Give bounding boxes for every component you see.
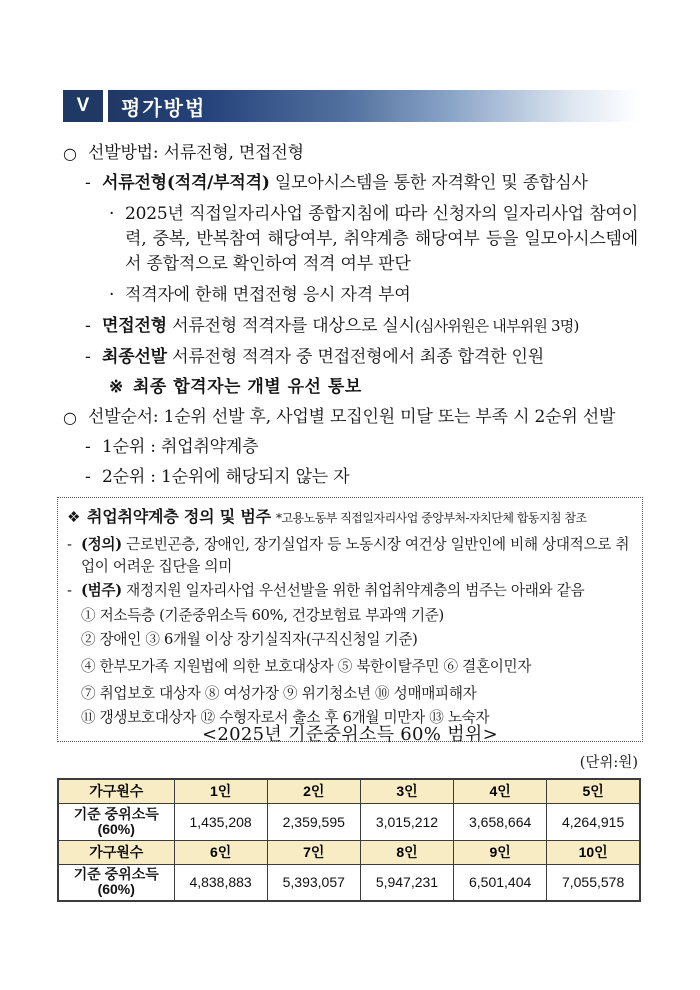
median-income-table	[57, 778, 641, 902]
interview-eligibility-line	[109, 283, 638, 308]
diamond-bullet-icon: ❖	[67, 508, 81, 526]
table-cell: 3,015,212	[360, 803, 453, 840]
vulnerable-group-box	[57, 497, 643, 742]
table-cell: 4,838,883	[174, 864, 267, 901]
document-body	[63, 141, 638, 742]
table-header-cell: 10인	[547, 840, 640, 864]
interview-line	[85, 314, 638, 339]
guideline-check-line	[109, 202, 638, 277]
notice-text: 최종 합격자는 개별 유선 통보	[133, 377, 362, 397]
final-selection-line	[85, 345, 638, 370]
table-data-row-2	[58, 864, 640, 901]
category-item-row: ⑦ 취업보호 대상자 ⑧ 여성가장 ⑨ 위기청소년 ⑩ 성매매피해자	[81, 685, 477, 702]
notice-line	[109, 375, 638, 400]
table-header-cell: 4인	[454, 779, 547, 803]
unit-label: (단위:원)	[579, 755, 638, 771]
dash-marker: -	[67, 536, 72, 553]
table-header-cell: 1인	[174, 779, 267, 803]
table-header-row-1	[58, 779, 640, 803]
dash-marker: -	[85, 347, 91, 367]
rank1-text: 1순위 : 취업취약계층	[102, 437, 259, 457]
circle-bullet-icon: ○	[63, 144, 77, 163]
rank2-text: 2순위 : 1순위에 해당되지 않는 자	[102, 467, 350, 487]
household-size-header: 가구원수	[58, 840, 174, 864]
rank1-line	[85, 435, 638, 460]
document-screening-text: 서류전형(적격/부적격) 일모아시스템을 통한 자격확인 및 종합심사	[102, 173, 588, 193]
dash-marker: -	[67, 582, 72, 599]
table-cell: 2,359,595	[267, 803, 360, 840]
interview-text: 면접전형 서류전형 적격자를 대상으로 실시(심사위원은 내부위원 3명)	[102, 316, 579, 336]
interview-paren: (심사위원은 내부위원 3명)	[414, 317, 579, 335]
dash-marker: -	[85, 437, 91, 457]
rank2-line	[85, 465, 638, 490]
definition-text: (정의) 근로빈곤층, 장애인, 장기실업자 등 노동시장 여건상 일반인에 비해 상대적으로 취업이 어려운 집단을 의미	[81, 536, 630, 575]
table-cell: 3,658,664	[454, 803, 547, 840]
dash-marker: -	[85, 173, 91, 193]
dash-marker: -	[85, 467, 91, 487]
median-income-row-label: 기준 중위소득 (60%)	[58, 803, 174, 840]
table-data-row-1	[58, 803, 640, 840]
definition-line	[67, 534, 633, 578]
final-selection-text: 최종선발 서류전형 적격자 중 면접전형에서 최종 합격한 인원	[102, 347, 544, 367]
table-header-cell: 5인	[547, 779, 640, 803]
median-income-row-label: 기준 중위소득 (60%)	[58, 864, 174, 901]
vulnerable-box-reference-note: *고용노동부 직접일자리사업 중앙부처-자치단체 합동지침 참조	[275, 511, 587, 525]
table-header-row-2	[58, 840, 640, 864]
section-number-badge: V	[63, 90, 103, 122]
category-item-row: ① 저소득층 (기준중위소득 60%, 건강보험료 부과액 기준)	[81, 607, 444, 624]
section-title: 평가방법	[121, 97, 207, 120]
category-text: (범주) 재정지원 일자리사업 우선선발을 위한 취업취약계층의 범주는 아래와 같음	[81, 582, 585, 599]
interview-eligibility-text: 적격자에 한해 면접전형 응시 자격 부여	[125, 285, 411, 305]
table-cell: 4,264,915	[547, 803, 640, 840]
document-screening-line	[85, 171, 638, 196]
vulnerable-box-title-line	[67, 506, 633, 529]
table-cell: 6,501,404	[454, 864, 547, 901]
household-size-header: 가구원수	[58, 779, 174, 803]
table-header-cell: 9인	[454, 840, 547, 864]
category-item-row: ② 장애인 ③ 6개월 이상 장기실직자(구직신청일 기준)	[81, 631, 418, 648]
section-header	[63, 90, 638, 122]
table-cell: 1,435,208	[174, 803, 267, 840]
table-cell: 5,947,231	[360, 864, 453, 901]
category-item-row: ⑪ 갱생보호대상자 ⑫ 수형자로서 출소 후 6개월 미만자 ⑬ 노숙자	[81, 709, 490, 726]
table-cell: 7,055,578	[547, 864, 640, 901]
category-item-row: ④ 한부모가족 지원법에 의한 보호대상자 ⑤ 북한이탈주민 ⑥ 결혼이민자	[81, 658, 532, 675]
selection-order-line	[63, 405, 638, 430]
selection-method-text: 선발방법: 서류전형, 면접전형	[88, 143, 304, 163]
table-header-cell: 2인	[267, 779, 360, 803]
reference-mark-icon: ※	[109, 377, 124, 397]
section-title-bar	[108, 90, 638, 122]
dot-marker: ·	[109, 204, 115, 224]
table-header-cell: 6인	[174, 840, 267, 864]
dot-marker: ·	[109, 285, 115, 305]
category-line	[67, 580, 633, 602]
table-cell: 5,393,057	[267, 864, 360, 901]
vulnerable-box-title: 취업취약계층 정의 및 범주	[87, 507, 271, 526]
table-header-cell: 8인	[360, 840, 453, 864]
selection-order-text: 선발순서: 1순위 선발 후, 사업별 모집인원 미달 또는 부족 시 2순위 선발	[88, 407, 616, 427]
income-table-title: <2025년 기준중위소득 60% 범위>	[202, 724, 498, 745]
guideline-check-text: 2025년 직접일자리사업 종합지침에 따라 신청자의 일자리사업 참여이력, 중복, 반복참여 해당여부, 취약계층 해당여부 등을 일모아시스템에서 종합적으로 확인하여 적격 여부 판단	[125, 204, 638, 274]
table-header-cell: 7인	[267, 840, 360, 864]
dash-marker: -	[85, 316, 91, 336]
vulnerable-category-list	[81, 605, 633, 729]
circle-bullet-icon: ○	[63, 408, 77, 427]
table-header-cell: 3인	[360, 779, 453, 803]
selection-method-line	[63, 141, 638, 166]
